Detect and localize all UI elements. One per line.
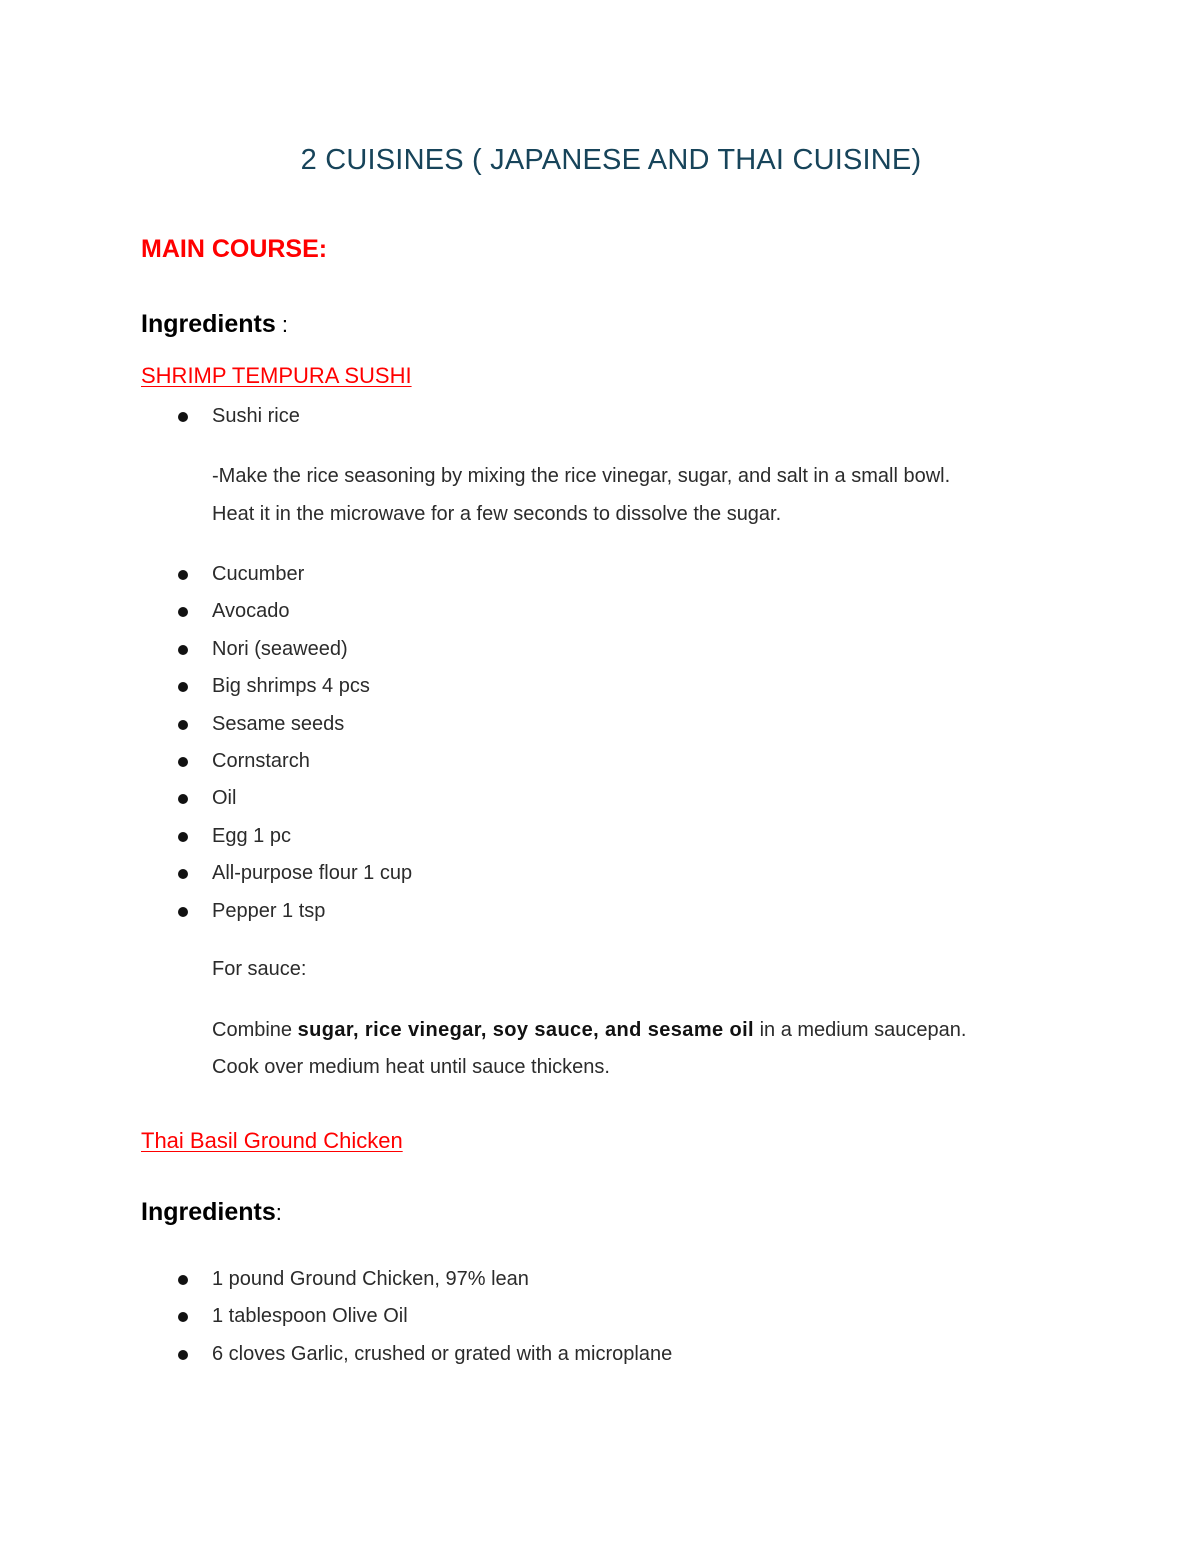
list-item-text: Pepper 1 tsp xyxy=(212,899,326,922)
sauce-label: For sauce: xyxy=(212,958,307,980)
list-item-text: 1 tablespoon Olive Oil xyxy=(212,1305,408,1328)
rice-note-line-1: -Make the rice seasoning by mixing the rice vinegar, sugar, and salt in a small bowl. xyxy=(212,465,951,487)
list-item-text: Sushi rice xyxy=(212,405,300,427)
ingredients-label-sushi xyxy=(141,306,288,343)
bullet-icon xyxy=(178,757,188,767)
list-item-text: Cucumber xyxy=(212,563,305,585)
sauce-suffix: in a medium saucepan. xyxy=(754,1019,967,1041)
list-item-text: Cornstarch xyxy=(212,749,310,772)
bullet-icon xyxy=(178,869,188,879)
rice-note-line-2: Heat it in the microwave for a few seconds to dissolve the sugar. xyxy=(212,503,782,525)
list-item-text: Sesame seeds xyxy=(212,712,345,735)
bullet-icon xyxy=(178,412,188,422)
bullet-icon xyxy=(178,682,188,692)
list-item-text: 6 cloves Garlic, crushed or grated with a microplane xyxy=(212,1342,673,1365)
ingredients-label-text: Ingredients xyxy=(141,1198,276,1226)
list-item-text: Avocado xyxy=(212,600,290,623)
main-course-heading: MAIN COURSE: xyxy=(141,235,328,263)
document-title: 2 CUISINES ( JAPANESE AND THAI CUISINE) xyxy=(300,144,922,176)
list-item-text: Oil xyxy=(212,787,237,810)
list-item-text: Nori (seaweed) xyxy=(212,637,348,660)
ingredients-label-thai xyxy=(141,1194,282,1231)
bullet-icon xyxy=(178,1312,188,1322)
ingredients-label-colon: : xyxy=(275,1200,282,1225)
bullet-icon xyxy=(178,607,188,617)
bullet-icon xyxy=(178,645,188,655)
list-item-text: Egg 1 pc xyxy=(212,824,291,847)
sauce-prefix: Combine xyxy=(212,1019,298,1041)
list-item-text: All-purpose flour 1 cup xyxy=(212,862,413,885)
bullet-icon xyxy=(178,907,188,917)
list-item-text: Big shrimps 4 pcs xyxy=(212,675,370,698)
bullet-icon xyxy=(178,1275,188,1285)
bullet-icon xyxy=(178,570,188,580)
bullet-icon xyxy=(178,832,188,842)
list-item-text: 1 pound Ground Chicken, 97% lean xyxy=(212,1268,529,1290)
sauce-ingredients-bold: sugar, rice vinegar, soy sauce, and sesame oil xyxy=(297,1019,755,1041)
sauce-instructions-line-1 xyxy=(212,1012,966,1050)
bullet-icon xyxy=(178,720,188,730)
recipe-title-shrimp-tempura-sushi[interactable]: SHRIMP TEMPURA SUSHI xyxy=(141,363,412,388)
ingredients-label-colon: : xyxy=(275,312,288,337)
recipe-title-thai-basil-ground-chicken[interactable]: Thai Basil Ground Chicken xyxy=(141,1128,403,1153)
sauce-instructions-line-2: Cook over medium heat until sauce thickens. xyxy=(212,1056,610,1078)
ingredients-label-text: Ingredients xyxy=(141,310,276,338)
bullet-icon xyxy=(178,794,188,804)
bullet-icon xyxy=(178,1350,188,1360)
